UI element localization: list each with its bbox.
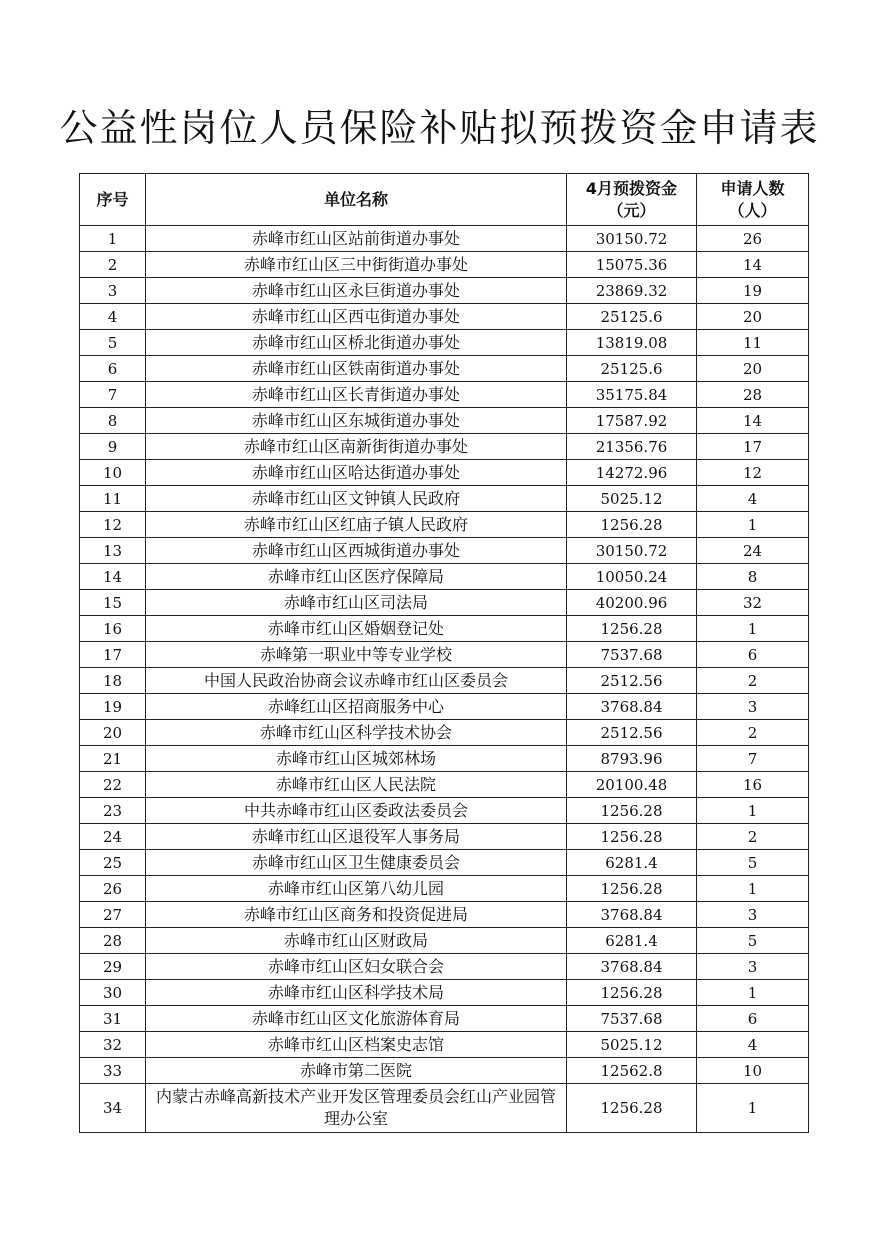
cell-applicant-count: 3 [697,694,809,720]
table-row [80,720,809,746]
cell-serial-no: 5 [80,330,146,356]
cell-unit-name: 赤峰市红山区司法局 [146,590,567,616]
table-row [80,538,809,564]
table-row [80,850,809,876]
cell-april-fund: 7537.68 [567,1006,697,1032]
cell-unit-name: 赤峰市红山区科学技术协会 [146,720,567,746]
table-row [80,798,809,824]
table-row [80,954,809,980]
table-row [80,408,809,434]
cell-unit-name: 赤峰市红山区站前街道办事处 [146,226,567,252]
cell-april-fund: 1256.28 [567,980,697,1006]
cell-applicant-count: 1 [697,1084,809,1133]
cell-serial-no: 33 [80,1058,146,1084]
cell-unit-name: 赤峰市红山区妇女联合会 [146,954,567,980]
cell-unit-name: 赤峰第一职业中等专业学校 [146,642,567,668]
cell-april-fund: 35175.84 [567,382,697,408]
cell-serial-no: 34 [80,1084,146,1133]
cell-serial-no: 18 [80,668,146,694]
table-row [80,1032,809,1058]
cell-serial-no: 6 [80,356,146,382]
cell-serial-no: 2 [80,252,146,278]
cell-unit-name: 赤峰市红山区文化旅游体育局 [146,1006,567,1032]
table-row [80,486,809,512]
cell-unit-name: 赤峰市红山区医疗保障局 [146,564,567,590]
cell-april-fund: 3768.84 [567,954,697,980]
cell-applicant-count: 3 [697,954,809,980]
cell-serial-no: 25 [80,850,146,876]
table-row [80,382,809,408]
cell-applicant-count: 20 [697,356,809,382]
table-row [80,512,809,538]
cell-april-fund: 23869.32 [567,278,697,304]
cell-april-fund: 10050.24 [567,564,697,590]
cell-applicant-count: 12 [697,460,809,486]
cell-unit-name: 赤峰市红山区城郊林场 [146,746,567,772]
cell-april-fund: 13819.08 [567,330,697,356]
cell-serial-no: 14 [80,564,146,590]
cell-applicant-count: 14 [697,252,809,278]
cell-unit-name: 赤峰市红山区第八幼儿园 [146,876,567,902]
table-row [80,616,809,642]
cell-unit-name: 赤峰市红山区退役军人事务局 [146,824,567,850]
cell-april-fund: 12562.8 [567,1058,697,1084]
cell-unit-name: 中共赤峰市红山区委政法委员会 [146,798,567,824]
cell-unit-name: 中国人民政治协商会议赤峰市红山区委员会 [146,668,567,694]
table-row [80,1084,809,1133]
table-row [80,980,809,1006]
cell-applicant-count: 5 [697,928,809,954]
cell-applicant-count: 6 [697,642,809,668]
table-row [80,902,809,928]
cell-april-fund: 21356.76 [567,434,697,460]
cell-applicant-count: 1 [697,876,809,902]
cell-applicant-count: 1 [697,616,809,642]
cell-unit-name: 赤峰市红山区东城街道办事处 [146,408,567,434]
cell-april-fund: 6281.4 [567,928,697,954]
page-title: 公益性岗位人员保险补贴拟预拨资金申请表 [59,106,820,150]
cell-unit-name: 内蒙古赤峰高新技术产业开发区管理委员会红山产业园管理办公室 [146,1084,567,1133]
cell-april-fund: 20100.48 [567,772,697,798]
cell-serial-no: 10 [80,460,146,486]
cell-serial-no: 26 [80,876,146,902]
cell-applicant-count: 3 [697,902,809,928]
table-row [80,460,809,486]
cell-unit-name: 赤峰市红山区商务和投资促进局 [146,902,567,928]
header-april-fund-label: 4月预拨资金 [585,178,678,198]
table-row [80,668,809,694]
cell-april-fund: 1256.28 [567,876,697,902]
cell-unit-name: 赤峰市红山区档案史志馆 [146,1032,567,1058]
cell-april-fund: 25125.6 [567,356,697,382]
table-row [80,434,809,460]
cell-serial-no: 13 [80,538,146,564]
table-row [80,304,809,330]
cell-applicant-count: 17 [697,434,809,460]
header-serial-no: 序号 [80,174,146,226]
cell-serial-no: 30 [80,980,146,1006]
cell-unit-name: 赤峰市红山区卫生健康委员会 [146,850,567,876]
cell-unit-name: 赤峰市红山区科学技术局 [146,980,567,1006]
cell-applicant-count: 4 [697,486,809,512]
table-row [80,642,809,668]
cell-april-fund: 6281.4 [567,850,697,876]
cell-april-fund: 3768.84 [567,694,697,720]
cell-serial-no: 16 [80,616,146,642]
cell-unit-name: 赤峰市红山区财政局 [146,928,567,954]
cell-serial-no: 23 [80,798,146,824]
cell-unit-name: 赤峰市红山区南新街街道办事处 [146,434,567,460]
cell-april-fund: 40200.96 [567,590,697,616]
cell-applicant-count: 28 [697,382,809,408]
cell-serial-no: 32 [80,1032,146,1058]
cell-april-fund: 1256.28 [567,616,697,642]
cell-applicant-count: 26 [697,226,809,252]
header-april-fund [567,174,697,226]
cell-applicant-count: 1 [697,798,809,824]
cell-unit-name: 赤峰市红山区桥北街道办事处 [146,330,567,356]
cell-april-fund: 15075.36 [567,252,697,278]
cell-serial-no: 15 [80,590,146,616]
table-row [80,928,809,954]
table-body [80,226,809,1133]
cell-serial-no: 17 [80,642,146,668]
cell-applicant-count: 20 [697,304,809,330]
cell-applicant-count: 19 [697,278,809,304]
cell-applicant-count: 8 [697,564,809,590]
cell-unit-name: 赤峰市红山区人民法院 [146,772,567,798]
cell-serial-no: 27 [80,902,146,928]
cell-serial-no: 7 [80,382,146,408]
cell-applicant-count: 24 [697,538,809,564]
cell-april-fund: 2512.56 [567,720,697,746]
cell-applicant-count: 2 [697,668,809,694]
cell-april-fund: 1256.28 [567,798,697,824]
cell-serial-no: 24 [80,824,146,850]
table-row [80,824,809,850]
cell-unit-name: 赤峰市红山区哈达街道办事处 [146,460,567,486]
cell-april-fund: 30150.72 [567,226,697,252]
fund-application-table [79,173,809,1133]
cell-applicant-count: 5 [697,850,809,876]
cell-april-fund: 5025.12 [567,1032,697,1058]
cell-serial-no: 8 [80,408,146,434]
cell-april-fund: 30150.72 [567,538,697,564]
header-applicant-count-unit: （人） [728,200,777,220]
cell-april-fund: 1256.28 [567,824,697,850]
cell-unit-name: 赤峰市红山区长青街道办事处 [146,382,567,408]
cell-unit-name: 赤峰市红山区婚姻登记处 [146,616,567,642]
cell-serial-no: 1 [80,226,146,252]
table-header-row [80,174,809,226]
cell-serial-no: 28 [80,928,146,954]
table-row [80,876,809,902]
cell-serial-no: 3 [80,278,146,304]
cell-applicant-count: 2 [697,720,809,746]
cell-unit-name: 赤峰红山区招商服务中心 [146,694,567,720]
cell-applicant-count: 14 [697,408,809,434]
header-unit-name: 单位名称 [146,174,567,226]
cell-unit-name: 赤峰市红山区文钟镇人民政府 [146,486,567,512]
cell-serial-no: 9 [80,434,146,460]
table-row [80,590,809,616]
table-row [80,330,809,356]
cell-unit-name: 赤峰市红山区铁南街道办事处 [146,356,567,382]
cell-april-fund: 8793.96 [567,746,697,772]
table-row [80,772,809,798]
cell-applicant-count: 7 [697,746,809,772]
cell-applicant-count: 6 [697,1006,809,1032]
cell-unit-name: 赤峰市红山区红庙子镇人民政府 [146,512,567,538]
cell-april-fund: 1256.28 [567,1084,697,1133]
table-row [80,278,809,304]
cell-serial-no: 4 [80,304,146,330]
cell-unit-name: 赤峰市红山区三中街街道办事处 [146,252,567,278]
cell-unit-name: 赤峰市红山区西屯街道办事处 [146,304,567,330]
table-row [80,1006,809,1032]
table-row [80,356,809,382]
cell-serial-no: 22 [80,772,146,798]
header-april-fund-unit: （元） [607,200,656,220]
cell-applicant-count: 2 [697,824,809,850]
cell-april-fund: 1256.28 [567,512,697,538]
table-row [80,1058,809,1084]
cell-serial-no: 11 [80,486,146,512]
cell-applicant-count: 1 [697,980,809,1006]
cell-april-fund: 3768.84 [567,902,697,928]
cell-applicant-count: 1 [697,512,809,538]
cell-april-fund: 25125.6 [567,304,697,330]
cell-applicant-count: 10 [697,1058,809,1084]
cell-april-fund: 2512.56 [567,668,697,694]
cell-april-fund: 14272.96 [567,460,697,486]
cell-serial-no: 12 [80,512,146,538]
cell-unit-name: 赤峰市红山区永巨街道办事处 [146,278,567,304]
cell-serial-no: 21 [80,746,146,772]
table-row [80,564,809,590]
table-row [80,746,809,772]
cell-applicant-count: 16 [697,772,809,798]
cell-serial-no: 31 [80,1006,146,1032]
cell-serial-no: 19 [80,694,146,720]
header-applicant-count [697,174,809,226]
header-applicant-count-label: 申请人数 [720,178,785,198]
cell-serial-no: 20 [80,720,146,746]
cell-applicant-count: 32 [697,590,809,616]
cell-april-fund: 17587.92 [567,408,697,434]
cell-applicant-count: 11 [697,330,809,356]
table-row [80,226,809,252]
cell-april-fund: 7537.68 [567,642,697,668]
cell-unit-name: 赤峰市第二医院 [146,1058,567,1084]
cell-april-fund: 5025.12 [567,486,697,512]
table-row [80,694,809,720]
cell-unit-name: 赤峰市红山区西城街道办事处 [146,538,567,564]
table-row [80,252,809,278]
cell-applicant-count: 4 [697,1032,809,1058]
cell-serial-no: 29 [80,954,146,980]
